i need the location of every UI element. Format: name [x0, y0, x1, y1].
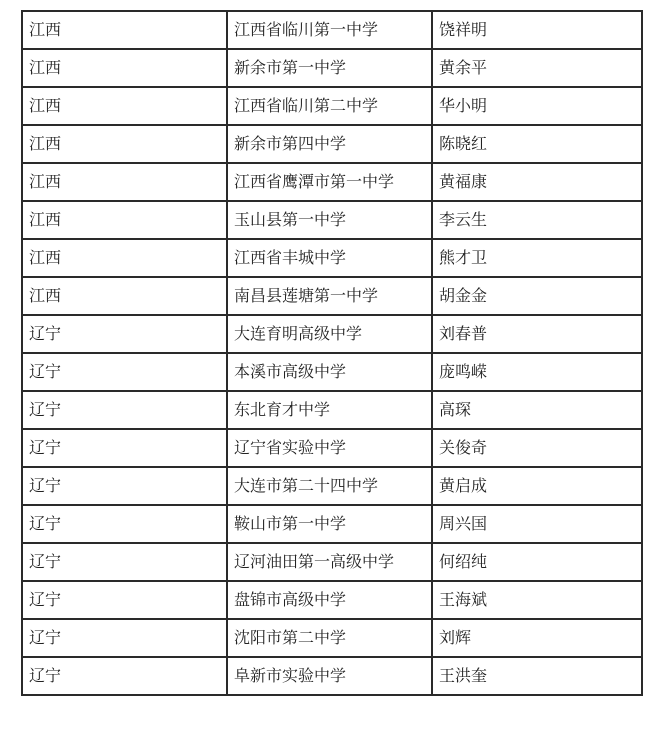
province-cell: 辽宁 [22, 619, 227, 657]
province-cell: 辽宁 [22, 391, 227, 429]
table-row [22, 657, 642, 695]
province-cell: 江西 [22, 277, 227, 315]
province-cell: 江西 [22, 163, 227, 201]
province-cell: 辽宁 [22, 581, 227, 619]
person-cell: 熊才卫 [432, 239, 642, 277]
person-cell: 王洪奎 [432, 657, 642, 695]
person-cell: 黄启成 [432, 467, 642, 505]
table-row [22, 543, 642, 581]
province-cell: 辽宁 [22, 657, 227, 695]
province-cell: 辽宁 [22, 505, 227, 543]
province-cell: 辽宁 [22, 543, 227, 581]
table-row [22, 87, 642, 125]
province-cell: 江西 [22, 125, 227, 163]
province-cell: 江西 [22, 87, 227, 125]
table-row [22, 391, 642, 429]
table-row [22, 353, 642, 391]
table-row [22, 581, 642, 619]
school-table [21, 10, 643, 696]
table-row [22, 11, 642, 49]
person-cell: 黄福康 [432, 163, 642, 201]
person-cell: 庞鸣嵘 [432, 353, 642, 391]
school-table-body [22, 11, 642, 695]
province-cell: 辽宁 [22, 315, 227, 353]
person-cell: 刘辉 [432, 619, 642, 657]
school-cell: 玉山县第一中学 [227, 201, 432, 239]
table-row [22, 125, 642, 163]
province-cell: 辽宁 [22, 353, 227, 391]
school-cell: 江西省鹰潭市第一中学 [227, 163, 432, 201]
person-cell: 陈晓红 [432, 125, 642, 163]
table-row [22, 239, 642, 277]
school-table-container [21, 10, 643, 696]
person-cell: 华小明 [432, 87, 642, 125]
school-cell: 江西省临川第一中学 [227, 11, 432, 49]
school-cell: 本溪市高级中学 [227, 353, 432, 391]
table-row [22, 467, 642, 505]
person-cell: 黄余平 [432, 49, 642, 87]
school-cell: 江西省丰城中学 [227, 239, 432, 277]
person-cell: 关俊奇 [432, 429, 642, 467]
province-cell: 辽宁 [22, 467, 227, 505]
person-cell: 高琛 [432, 391, 642, 429]
person-cell: 周兴国 [432, 505, 642, 543]
table-row [22, 429, 642, 467]
table-row [22, 505, 642, 543]
table-row [22, 277, 642, 315]
table-row [22, 163, 642, 201]
person-cell: 刘春普 [432, 315, 642, 353]
school-cell: 江西省临川第二中学 [227, 87, 432, 125]
table-row [22, 201, 642, 239]
school-cell: 新余市第四中学 [227, 125, 432, 163]
person-cell: 何绍纯 [432, 543, 642, 581]
school-cell: 南昌县莲塘第一中学 [227, 277, 432, 315]
school-cell: 大连育明高级中学 [227, 315, 432, 353]
school-cell: 阜新市实验中学 [227, 657, 432, 695]
table-row [22, 49, 642, 87]
province-cell: 江西 [22, 11, 227, 49]
province-cell: 江西 [22, 239, 227, 277]
school-cell: 鞍山市第一中学 [227, 505, 432, 543]
person-cell: 李云生 [432, 201, 642, 239]
person-cell: 王海斌 [432, 581, 642, 619]
table-row [22, 619, 642, 657]
province-cell: 江西 [22, 201, 227, 239]
school-cell: 盘锦市高级中学 [227, 581, 432, 619]
school-cell: 沈阳市第二中学 [227, 619, 432, 657]
person-cell: 胡金金 [432, 277, 642, 315]
province-cell: 辽宁 [22, 429, 227, 467]
school-cell: 辽宁省实验中学 [227, 429, 432, 467]
province-cell: 江西 [22, 49, 227, 87]
school-cell: 东北育才中学 [227, 391, 432, 429]
person-cell: 饶祥明 [432, 11, 642, 49]
school-cell: 大连市第二十四中学 [227, 467, 432, 505]
school-cell: 新余市第一中学 [227, 49, 432, 87]
school-cell: 辽河油田第一高级中学 [227, 543, 432, 581]
table-row [22, 315, 642, 353]
